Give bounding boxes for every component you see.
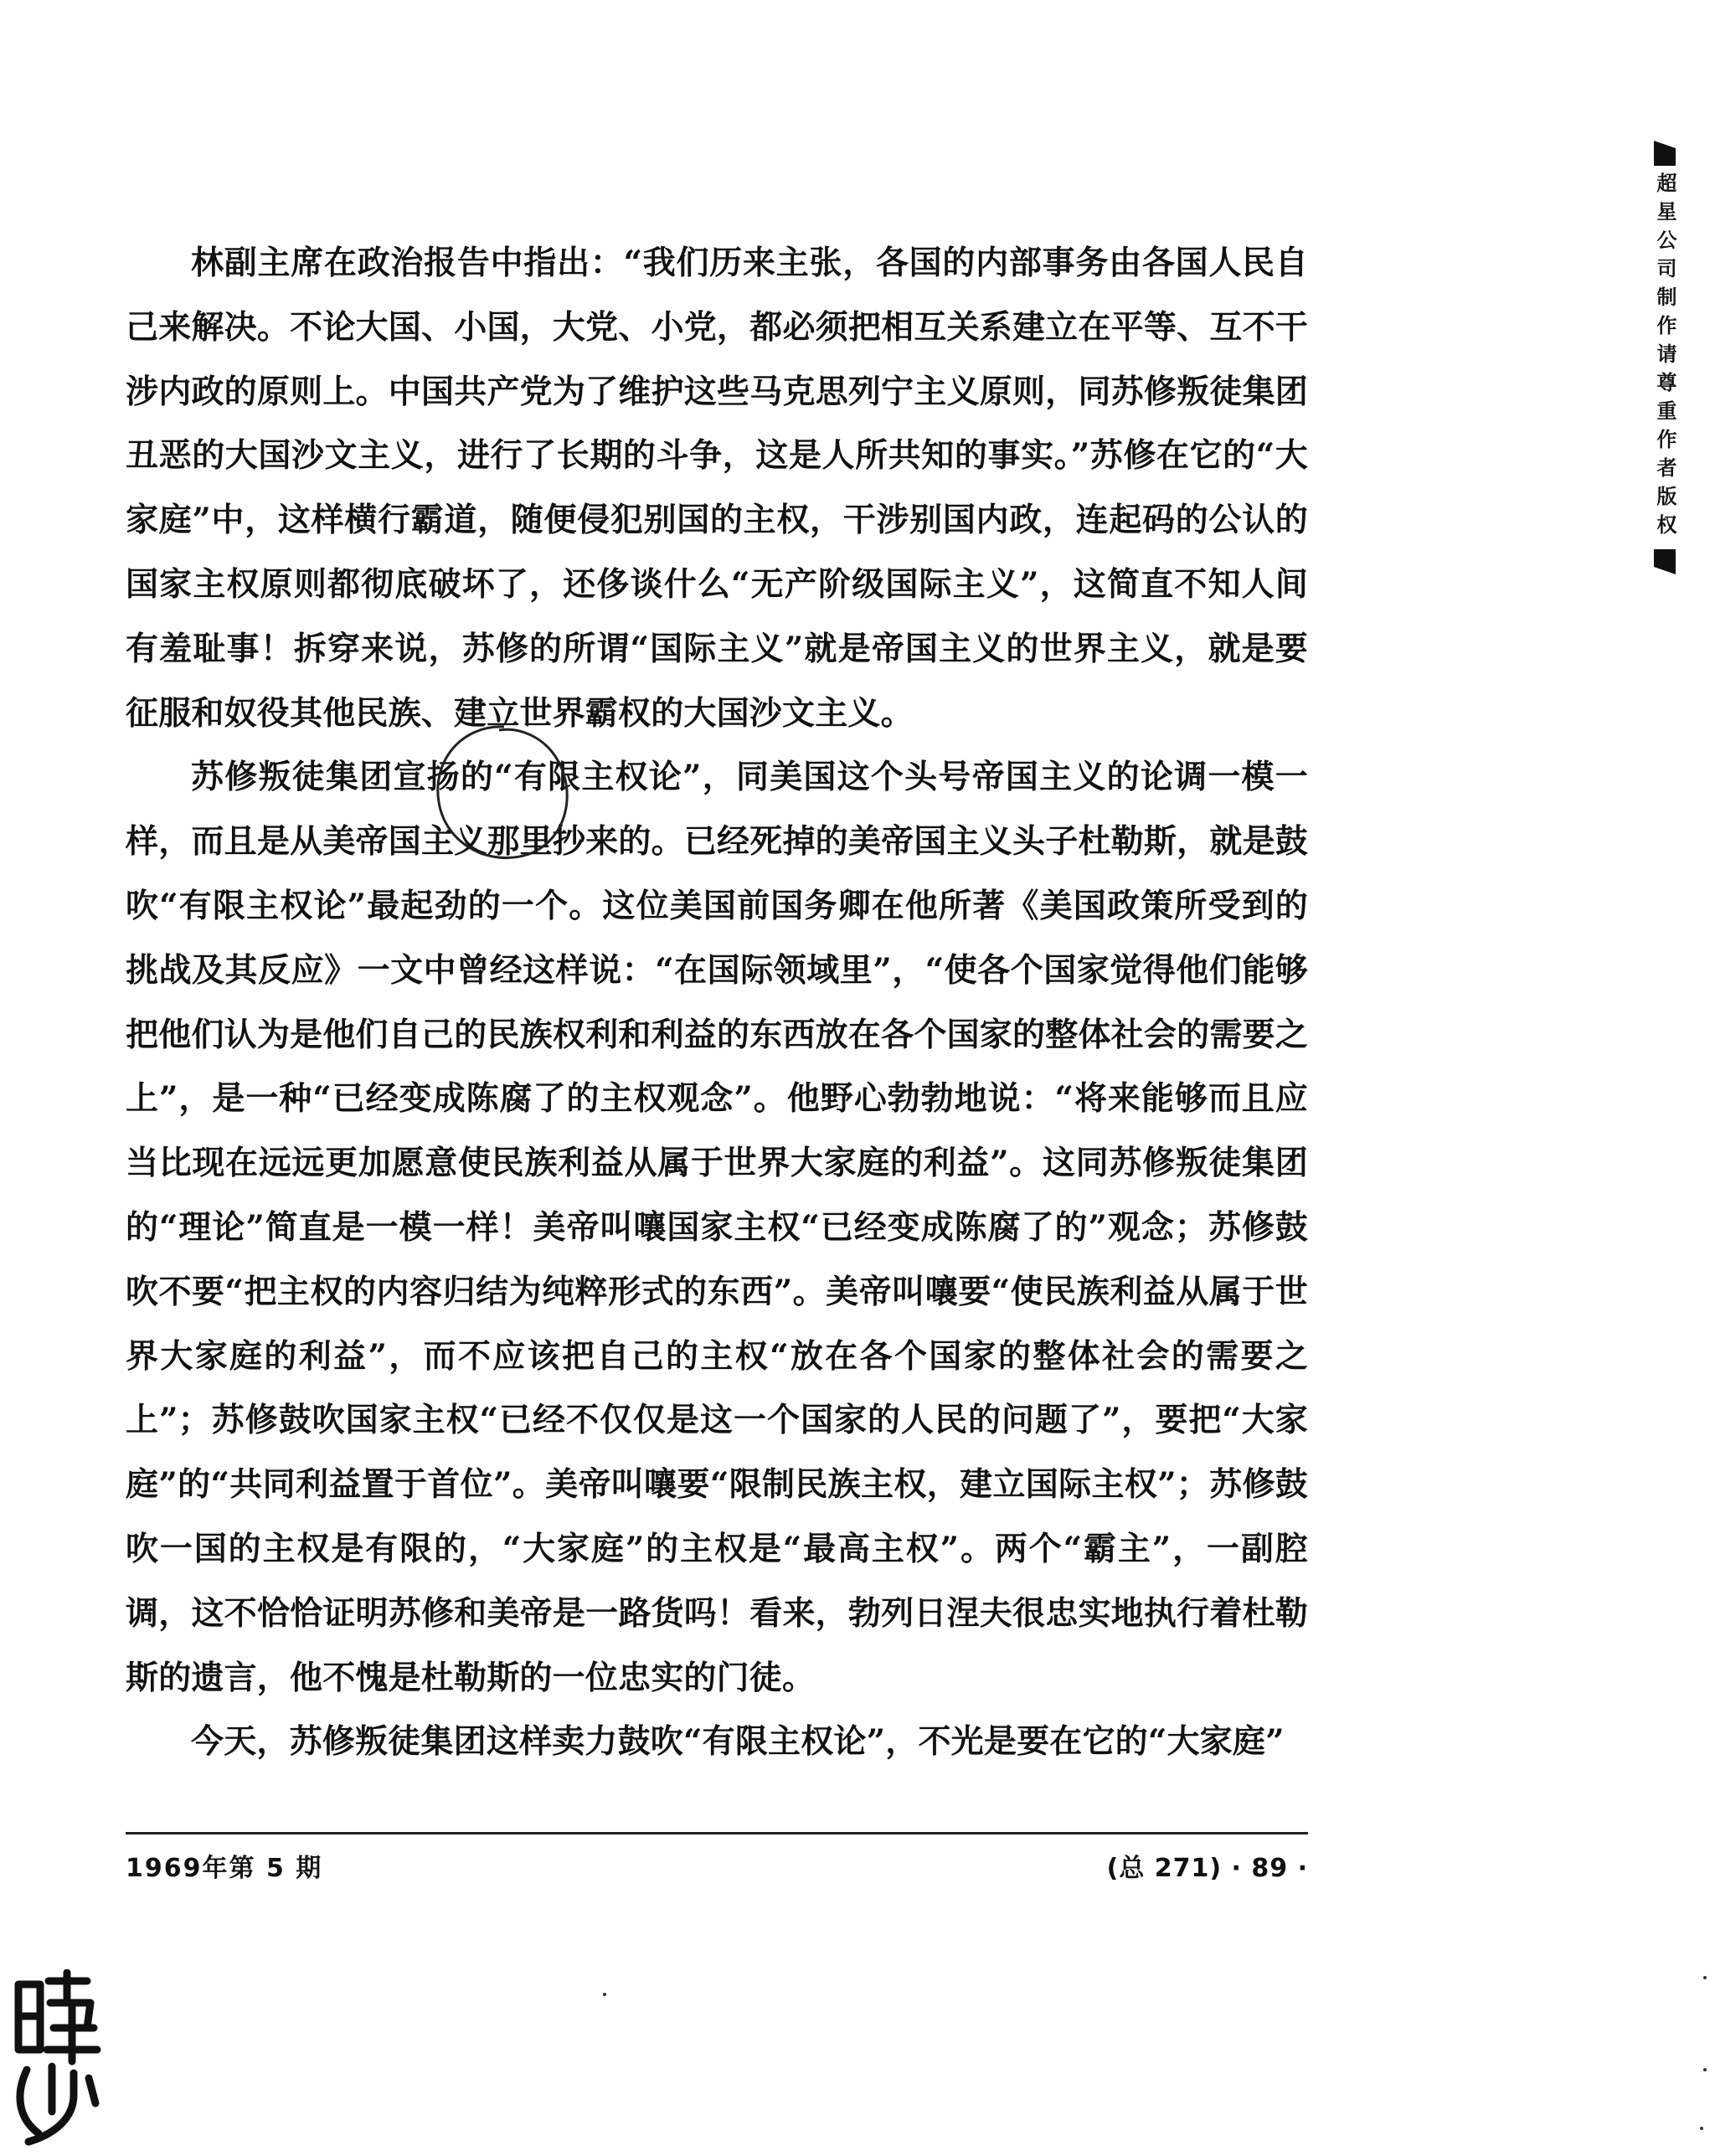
library-seal-stamp	[7, 1969, 106, 2147]
watermark-bar-top	[1654, 141, 1676, 166]
watermark-bar-bottom	[1654, 549, 1676, 574]
copyright-watermark	[1648, 141, 1682, 574]
footer-rule	[126, 1832, 1308, 1834]
paragraph-2: 苏修叛徒集团宣扬的“有限主权论”，同美国这个头号帝国主义的论调一模一样，而且是从美帝国主义那里抄来的。已经死掉的美帝国主义头子杜勒斯，就是鼓吹“有限主权论”最起劲的一个。这位美国前国务卿在他所著《美国政策所受到的挑战及其反应》一文中曾经这样说：“在国际领域里”，“使各个国家觉得他们能够把他们认为是他们自己的民族权利和利益的东西放在各个国家的整体社会的需要之上”，是一种“已经变成陈腐了的主权观念”。他野心勃勃地说：“将来能够而且应当比现在远远更加愿意使民族利益从属于世界大家庭的利益”。这同苏修叛徒集团的“理论”简直是一模一样！美帝叫嚷国家主权“已经变成陈腐了的”观念；苏修鼓吹不要“把主权的内容归结为纯粹形式的东西”。美帝叫嚷要“使民族利益从属于世界大家庭的利益”，而不应该把自己的主权“放在各个国家的整体社会的需要之上”；苏修鼓吹国家主权“已经不仅仅是这一个国家的人民的问题了”，要把“大家庭”的“共同利益置于首位”。美帝叫嚷要“限制民族主权，建立国际主权”；苏修鼓吹一国的主权是有限的，“大家庭”的主权是“最高主权”。两个“霸主”，一副腔调，这不恰恰证明苏修和美帝是一路货吗！看来，勃列日涅夫很忠实地执行着杜勒斯的遗言，他不愧是杜勒斯的一位忠实的门徒。	[126, 758, 1308, 1697]
scan-speck	[1703, 1976, 1707, 1979]
scan-speck	[603, 1993, 606, 1996]
paragraph-3: 今天，苏修叛徒集团这样卖力鼓吹“有限主权论”，不光是要在它的“大家庭”	[191, 1722, 1285, 1762]
page-number: (总 271) · 89 ·	[1106, 1854, 1308, 1883]
scan-speck	[1700, 2127, 1703, 2130]
issue-label: 1969年第 5 期	[126, 1854, 323, 1883]
paragraph-1: 林副主席在政治报告中指出：“我们历来主张，各国的内部事务由各国人民自己来解决。不论大国、小国，大党、小党，都必须把相互关系建立在平等、互不干涉内政的原则上。中国共产党为了维护这些马克思列宁主义原则，同苏修叛徒集团丑恶的大国沙文主义，进行了长期的斗争，这是人所共知的事实。”苏修在它的“大家庭”中，这样横行霸道，随便侵犯别国的主权，干涉别国内政，连起码的公认的国家主权原则都彻底破坏了，还侈谈什么“无产阶级国际主义”，这简直不知人间有羞耻事！拆穿来说，苏修的所谓“国际主义”就是帝国主义的世界主义，就是要征服和奴役其他民族、建立世界霸权的大国沙文主义。	[126, 244, 1308, 733]
handwritten-circle-mark	[427, 720, 578, 871]
article-body	[126, 231, 1308, 1774]
scan-speck	[1703, 2068, 1707, 2071]
watermark-text: 超星公司制作请尊重作者版权	[1653, 172, 1676, 543]
